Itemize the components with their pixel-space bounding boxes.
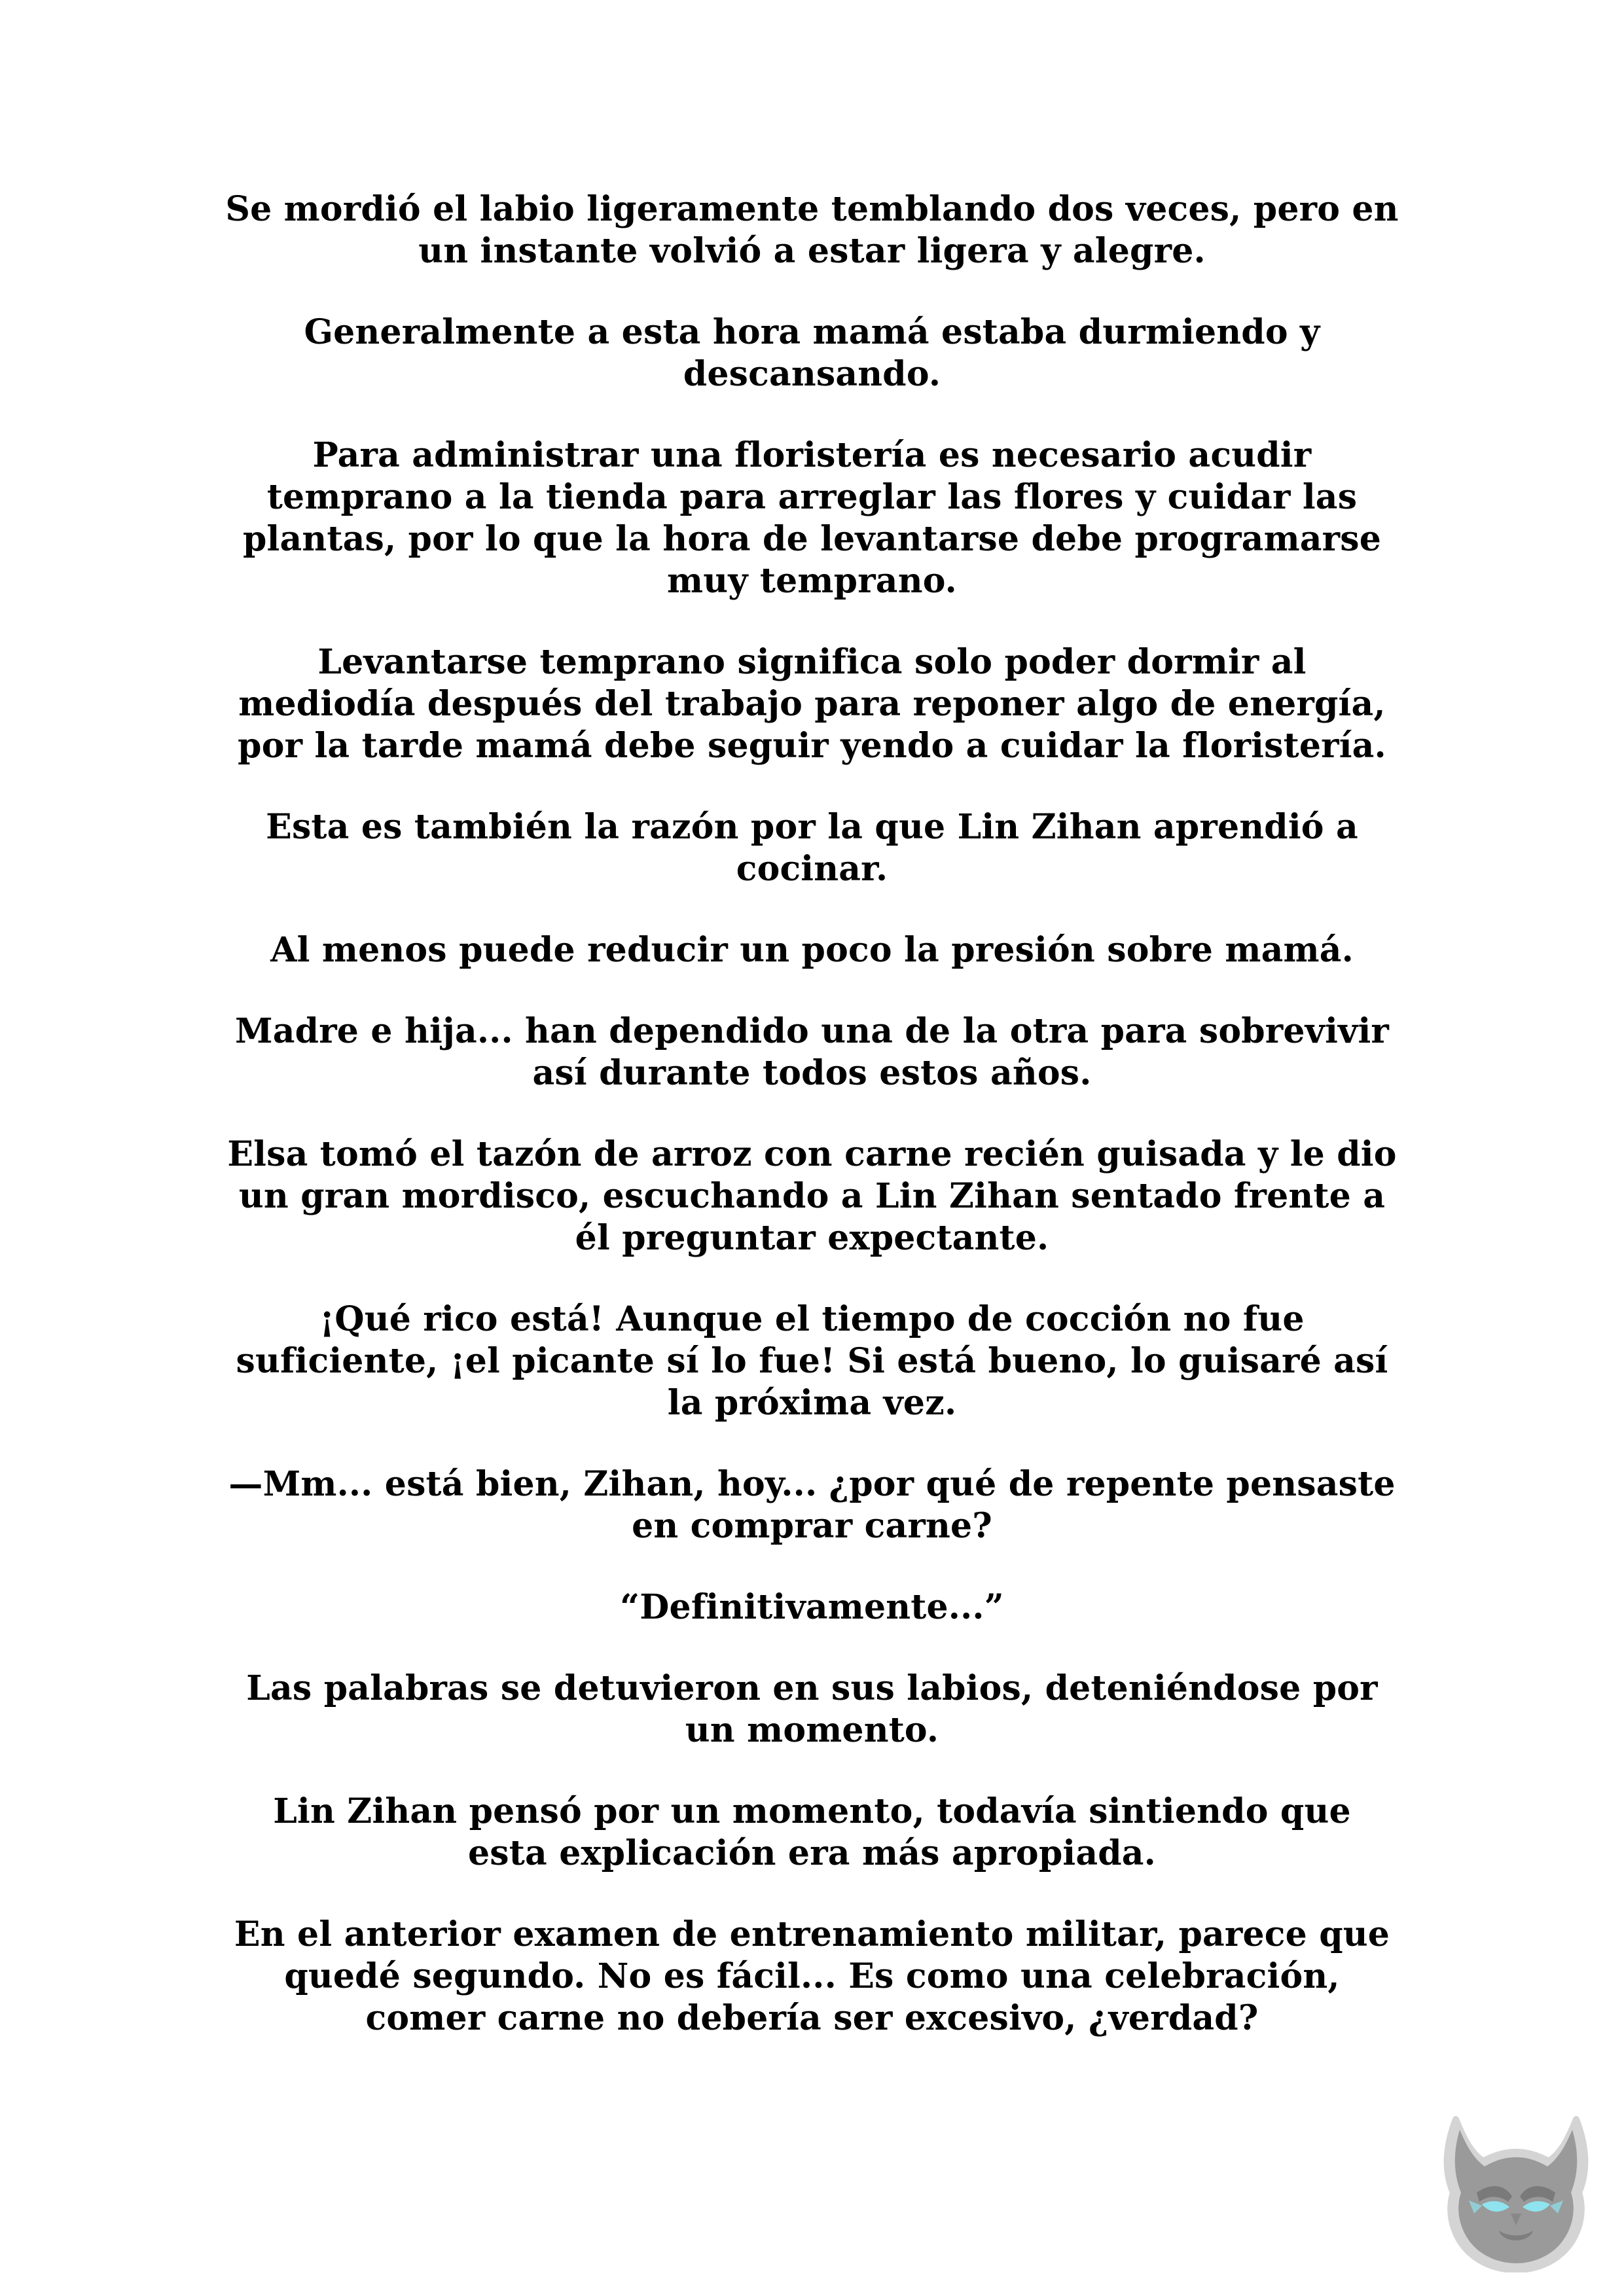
paragraph: Se mordió el labio ligeramente temblando dos veces, pero en un instante volvió a estar ligera y alegre. [225,189,1399,271]
paragraph: Lin Zihan pensó por un momento, todavía sintiendo que esta explicación era más apropiada. [273,1791,1351,1873]
paragraph: Madre e hija... han dependido una de la otra para sobrevivir así durante todos estos años. [234,1011,1389,1093]
paragraph: Levantarse temprano significa solo poder dormir al mediodía después del trabajo para reponer algo de energía, por la tarde mamá debe seguir yendo a cuidar la floristería. [238,642,1386,766]
paragraph: Elsa tomó el tazón de arroz con carne recién guisada y le dio un gran mordisco, escuchando a Lin Zihan sentado frente a él preguntar expectante. [227,1134,1397,1258]
paragraph: Las palabras se detuvieron en sus labios, deteniéndose por un momento. [246,1668,1378,1750]
paragraph: ¡Qué rico está! Aunque el tiempo de cocción no fue suficiente, ¡el picante sí lo fue! Si está bueno, lo guisaré así la próxima vez. [236,1299,1388,1423]
paragraph: “Definitivamente...” [620,1587,1004,1627]
paragraph: Para administrar una floristería es necesario acudir temprano a la tienda para arreglar las flores y cuidar las plantas, por lo que la hora de levantarse debe programarse muy temprano. [242,435,1382,601]
paragraph: Esta es también la razón por la que Lin Zihan aprendió a cocinar. [266,807,1358,889]
text-column [216,188,1408,2079]
paragraph: Al menos puede reducir un poco la presión sobre mamá. [270,930,1354,970]
paragraph: En el anterior examen de entrenamiento militar, parece que quedé segundo. No es fácil... Es como una celebración, comer carne no debería ser excesivo, ¿verdad? [234,1914,1390,2038]
paragraph: Generalmente a esta hora mamá estaba durmiendo y descansando. [304,312,1320,394]
paragraph: —Mm... está bien, Zihan, hoy... ¿por qué de repente pensaste en comprar carne? [228,1464,1396,1546]
demon-head-icon [1431,2115,1601,2272]
